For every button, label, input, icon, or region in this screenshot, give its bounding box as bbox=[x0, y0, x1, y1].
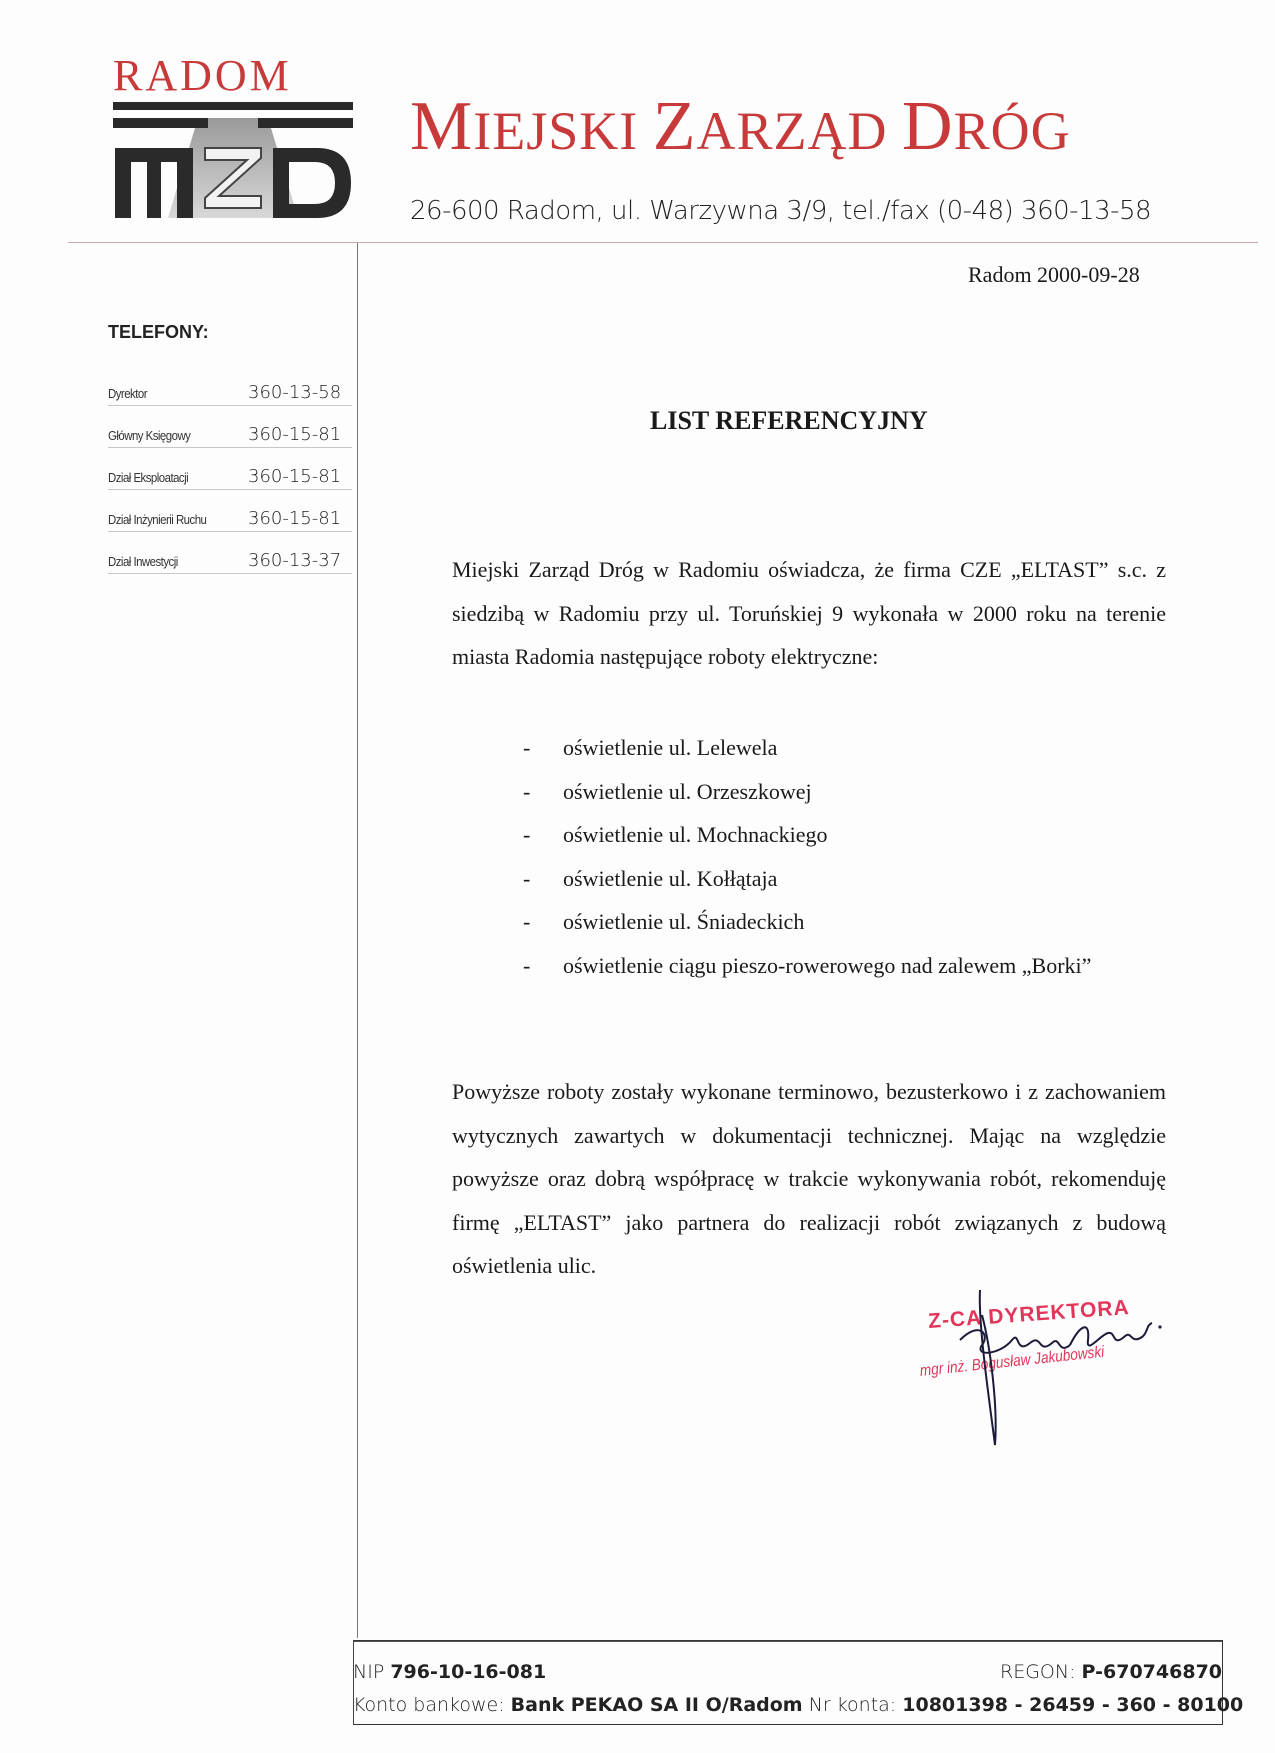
footer-bank-account: Konto bankowe: Bank PEKAO SA II O/Radom Nr konta: 10801398 - 26459 - 360 - 80100 bbox=[353, 1694, 1244, 1716]
phone-label: Dyrektor bbox=[108, 386, 148, 401]
stamp-name: mgr inż. Bogusław Jakubowski bbox=[919, 1343, 1106, 1380]
phones-heading: TELEFONY: bbox=[108, 322, 209, 342]
list-item: - oświetlenie ul. Mochnackiego bbox=[523, 822, 828, 847]
phone-row bbox=[108, 381, 352, 406]
organization-name: MIEJSKI ZARZĄD DRÓG bbox=[410, 88, 1071, 165]
letter-date: Radom 2000-09-28 bbox=[968, 262, 1140, 287]
works-list bbox=[523, 726, 1103, 987]
phone-number: 360-13-37 bbox=[248, 550, 342, 571]
phone-row bbox=[108, 549, 352, 574]
phone-row bbox=[108, 465, 352, 490]
stamp-title: Z-CA DYREKTORA bbox=[927, 1295, 1131, 1334]
phone-label: Dział Inwestycji bbox=[108, 554, 178, 569]
phone-label: Dział Inżynierii Ruchu bbox=[108, 512, 207, 527]
list-item: - oświetlenie ul. Orzeszkowej bbox=[523, 778, 812, 804]
list-item: - oświetlenie ul. Śniadeckich bbox=[523, 909, 805, 934]
phone-row bbox=[108, 423, 352, 448]
list-item: - oświetlenie ul. Lelewela bbox=[523, 735, 778, 760]
phone-number: 360-15-81 bbox=[248, 466, 342, 487]
logo-city-name: RADOM bbox=[113, 51, 292, 100]
intro-paragraph: Miejski Zarząd Dróg w Radomiu oświadcza, że firma CZE „ELTAST” s.c. z siedzibą w Radomiu przy ul. Toruńskiej 9 wykonała w 2000 roku na terenie miasta Radomia następujące roboty elektryczne: bbox=[452, 557, 1166, 669]
header-divider bbox=[68, 242, 1258, 243]
list-item: - oświetlenie ciągu pieszo-rowerowego nad zalewem „Borki” bbox=[523, 952, 1092, 978]
phone-label: Główny Księgowy bbox=[108, 428, 191, 443]
mzd-logo-icon bbox=[113, 100, 353, 220]
phone-row bbox=[108, 507, 352, 532]
closing-paragraph: Powyższe roboty zostały wykonane terminowo, bezusterkowo i z zachowaniem wytycznych zawartych w dokumentacji technicznej. Mając na względzie powyższe oraz dobrą współpracę w trakcie wykonywania robót, rekomenduję firmę „ELTAST” jako partnera do realizacji robót związanych z budową oświetlenia ulic. bbox=[452, 1079, 1166, 1278]
letter-title: LIST REFERENCYJNY bbox=[650, 406, 928, 435]
footer-nip: NIP 796-10-16-081 bbox=[353, 1661, 547, 1683]
handwritten-signature bbox=[920, 1285, 1180, 1455]
column-divider bbox=[357, 243, 358, 1638]
organization-address: 26-600 Radom, ul. Warzywna 3/9, tel./fax (0-48) 360-13-58 bbox=[410, 196, 1152, 226]
phone-number: 360-13-58 bbox=[248, 382, 342, 403]
phone-number: 360-15-81 bbox=[248, 508, 342, 529]
phone-label: Dział Eksploatacji bbox=[108, 470, 189, 485]
phone-number: 360-15-81 bbox=[248, 424, 342, 445]
list-item: - oświetlenie ul. Kołłątaja bbox=[523, 865, 778, 891]
footer-regon: REGON: P-670746870 bbox=[1000, 1661, 1223, 1683]
